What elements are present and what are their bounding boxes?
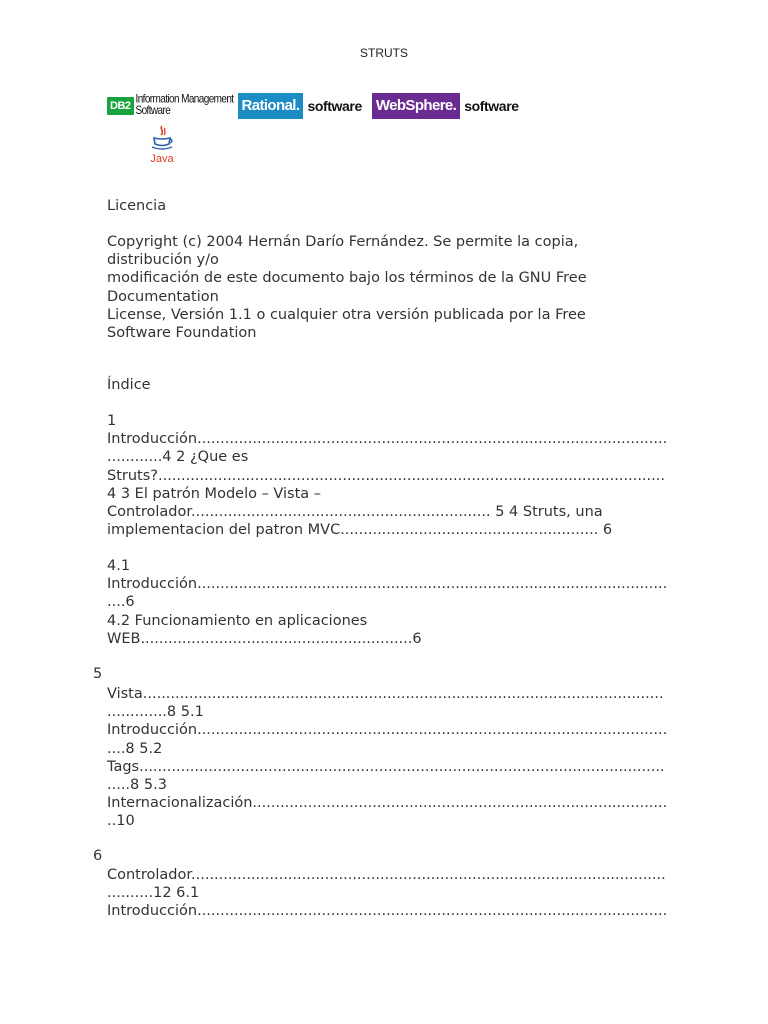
toc-line: ....6 <box>107 594 135 611</box>
toc-block-2 <box>107 557 667 648</box>
db2-logo: DB2 <box>107 97 134 115</box>
toc-line: Introducción...................................................................................................... <box>107 576 668 593</box>
toc-line: ..10 <box>107 813 135 830</box>
toc-line: Tags.................................................................................................................. <box>107 758 665 775</box>
java-logo-label: Java <box>150 153 174 165</box>
licencia-heading: Licencia <box>107 198 167 214</box>
db2-logo-text: Information Management Software <box>135 93 234 118</box>
rational-logo: Rational. <box>238 93 304 119</box>
toc-line: 4.2 Funcionamiento en aplicaciones <box>107 612 368 629</box>
toc-line: Struts?.............................................................................................................. <box>107 467 665 484</box>
toc-line: ............4 2 ¿Que es <box>107 449 249 466</box>
toc-line: implementacion del patron MVC........................................................ 6 <box>107 522 613 539</box>
java-logo <box>148 125 176 165</box>
toc-line: Controlador................................................................. 5 4 Struts, una <box>107 503 603 520</box>
toc-line: Introducción...................................................................................................... <box>107 431 668 448</box>
toc-line: Controlador....................................................................................................... <box>107 867 666 883</box>
toc-section-number: 5 <box>93 666 103 682</box>
toc-line: 4 3 El patrón Modelo – Vista – <box>107 485 322 502</box>
toc-block-1 <box>107 412 667 539</box>
toc-line: 1 <box>107 413 117 429</box>
indice-heading: Índice <box>107 377 151 393</box>
page-header-title: STRUTS <box>360 46 408 60</box>
toc-line: Introducción...................................................................................................... <box>107 722 668 739</box>
toc-line: ....8 5.2 <box>107 740 163 757</box>
product-logos <box>107 93 519 119</box>
toc-section-number: 6 <box>93 848 103 864</box>
toc-block-4 <box>107 866 667 921</box>
toc-line: .............8 5.1 <box>107 704 204 721</box>
toc-line: Vista................................................................................................................. <box>107 686 664 702</box>
websphere-software-label: software <box>464 98 519 114</box>
java-cup-icon <box>149 125 175 151</box>
toc-line: .....8 5.3 <box>107 776 167 793</box>
toc-line: Introducción...................................................................................................... <box>107 903 668 920</box>
websphere-logo: WebSphere. <box>372 93 460 119</box>
toc-line: 4.1 <box>107 558 131 574</box>
toc-line: WEB...........................................................6 <box>107 630 422 647</box>
toc-line: Internacionalización.......................................................................................... <box>107 795 668 812</box>
rational-software-label: software <box>307 98 362 114</box>
toc-line: ..........12 6.1 <box>107 885 200 902</box>
licencia-body: Copyright (c) 2004 Hernán Darío Fernández. Se permite la copia, distribución y/o modificación de este documento bajo los términos de la GNU Free Documentation License, Versión 1.1 o cualquier otra versión publicada por la Free Software Foundation <box>107 234 587 341</box>
toc-block-3 <box>107 685 667 831</box>
